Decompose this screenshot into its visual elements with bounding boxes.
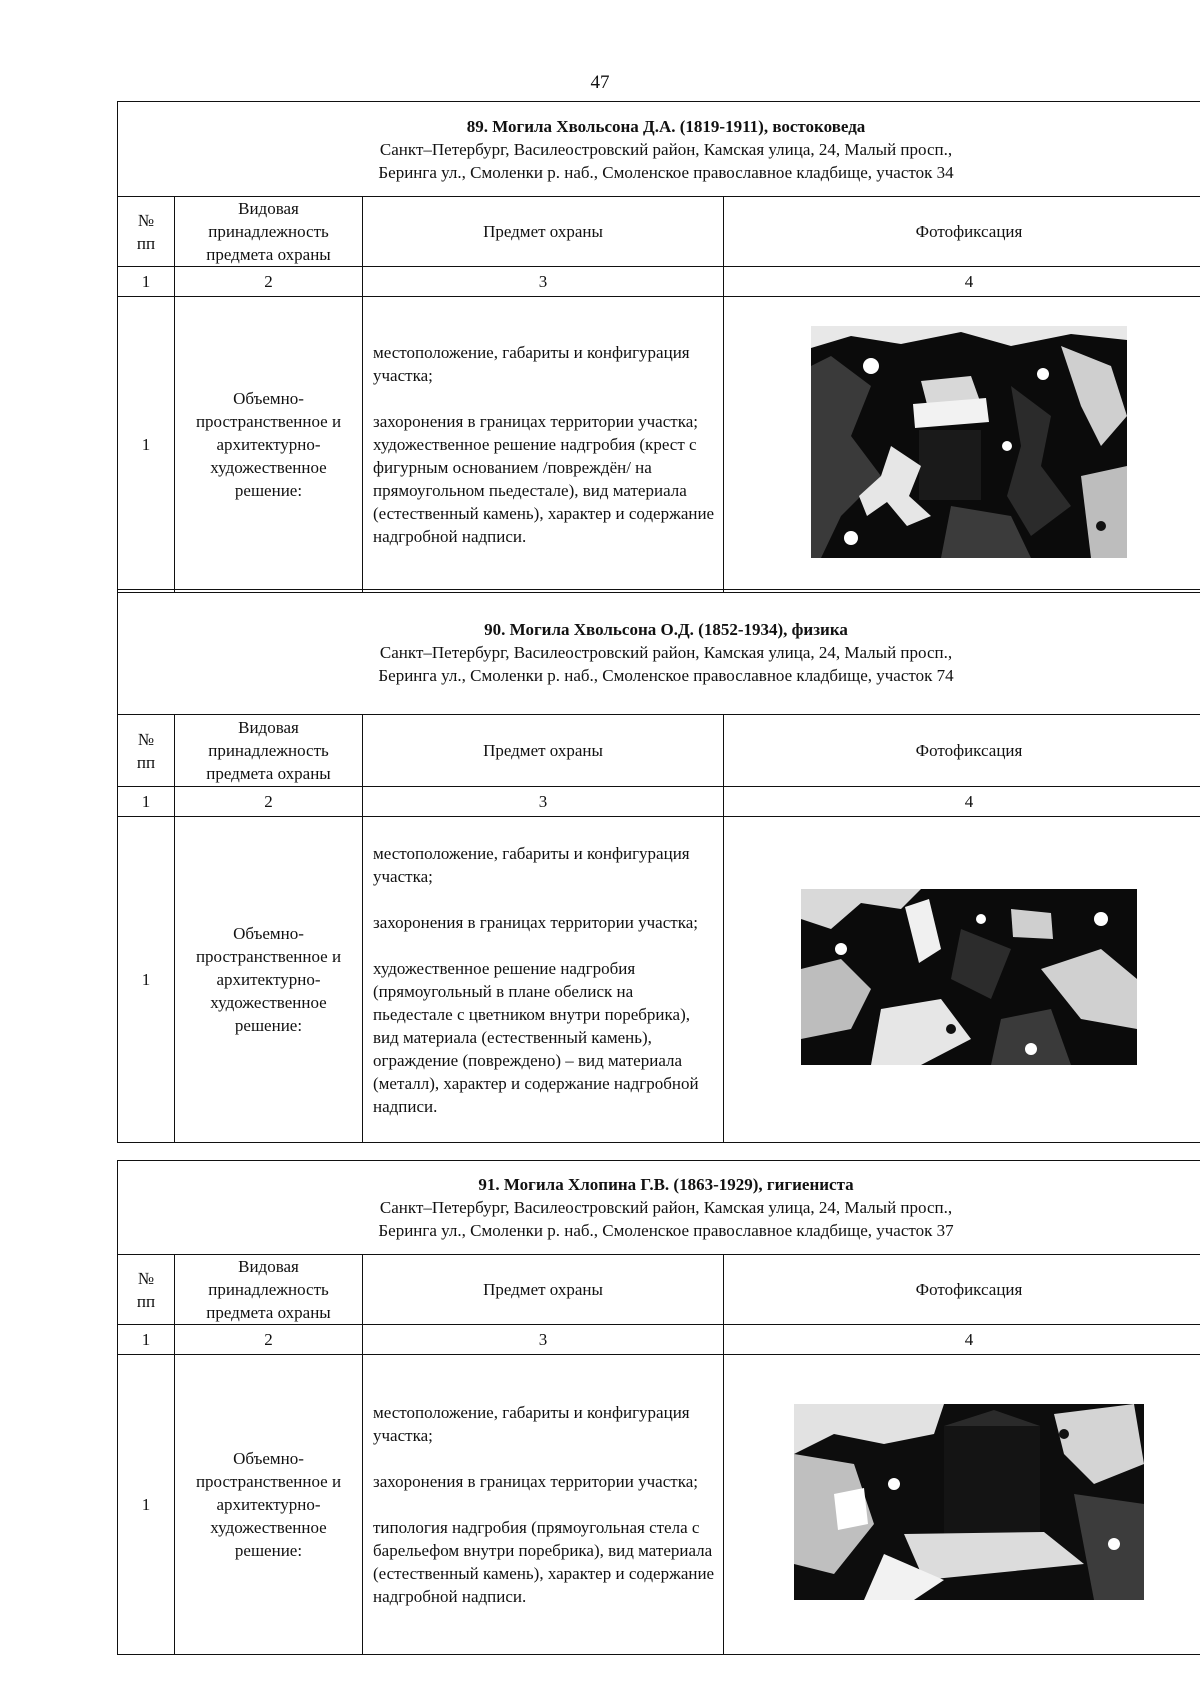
header-kind: Видовая принадлежность предмета охраны: [175, 715, 363, 787]
col-number-1: 1: [118, 787, 175, 817]
kind-cell: Объемно-пространственное и архитектурно-художественное решение:: [175, 297, 363, 593]
subject-item: захоронения в границах территории участка;: [373, 1472, 698, 1491]
row-number: 1: [118, 1355, 175, 1655]
grave-photo: [811, 326, 1127, 558]
section-heading: [118, 1161, 1200, 1255]
address-line-1: Санкт–Петербург, Василеостровский район, Камская улица, 24, Малый просп.,: [379, 1198, 953, 1217]
col-number-2: 2: [175, 1325, 363, 1355]
kind-cell: Объемно-пространственное и архитектурно-художественное решение:: [175, 1355, 363, 1655]
subject-cell: [363, 1355, 724, 1655]
row-number: 1: [118, 297, 175, 593]
address-line-2: Беринга ул., Смоленки р. наб., Смоленское православное кладбище, участок 34: [378, 162, 954, 182]
col-number-3: 3: [363, 267, 724, 297]
grave-title: 90. Могила Хвольсона О.Д. (1852-1934), физика: [484, 619, 848, 639]
subject-cell: [363, 297, 724, 593]
address-line-2: Беринга ул., Смоленки р. наб., Смоленское православное кладбище, участок 74: [378, 665, 954, 685]
subject-cell: [363, 817, 724, 1143]
photo-cell: [724, 297, 1200, 593]
col-number-1: 1: [118, 267, 175, 297]
col-number-3: 3: [363, 1325, 724, 1355]
col-number-4: 4: [724, 267, 1200, 297]
header-subject: Предмет охраны: [363, 715, 724, 787]
header-subject: Предмет охраны: [363, 197, 724, 267]
row-number: 1: [118, 817, 175, 1143]
subject-item: местоположение, габариты и конфигурация участка;: [373, 1403, 690, 1445]
subject-item: типология надгробия (прямоугольная стела с барельефом внутри поребрика), вид материала (естественный камень), характер и содержание надгробной надписи.: [373, 1518, 715, 1606]
header-subject: Предмет охраны: [363, 1255, 724, 1325]
grave-title: 91. Могила Хлопина Г.В. (1863-1929), гигиениста: [478, 1175, 854, 1194]
photo-cell: [724, 1355, 1200, 1655]
page-number: 47: [590, 72, 610, 93]
col-number-1: 1: [118, 1325, 175, 1355]
header-num: № пп: [118, 715, 175, 787]
subject-item: захоронения в границах территории участка;: [373, 912, 698, 932]
header-kind: Видовая принадлежность предмета охраны: [175, 197, 363, 267]
section-heading: [118, 102, 1200, 197]
address-line-2: Беринга ул., Смоленки р. наб., Смоленское православное кладбище, участок 37: [378, 1221, 954, 1240]
header-num: № пп: [118, 1255, 175, 1325]
col-number-4: 4: [724, 787, 1200, 817]
kind-cell: Объемно-пространственное и архитектурно-художественное решение:: [175, 817, 363, 1143]
subject-item: захоронения в границах территории участка;: [373, 412, 698, 431]
address-line-1: Санкт–Петербург, Василеостровский район, Камская улица, 24, Малый просп.,: [379, 642, 953, 662]
header-num: № пп: [118, 197, 175, 267]
subject-item: местоположение, габариты и конфигурация участка;: [373, 343, 690, 385]
header-kind: Видовая принадлежность предмета охраны: [175, 1255, 363, 1325]
heritage-table-90: [117, 589, 1200, 1143]
grave-title: 89. Могила Хвольсона Д.А. (1819-1911), востоковеда: [466, 116, 866, 136]
header-photo: Фотофиксация: [724, 1255, 1200, 1325]
section-heading: [118, 590, 1200, 715]
col-number-4: 4: [724, 1325, 1200, 1355]
subject-item: местоположение, габариты и конфигурация участка;: [373, 843, 690, 886]
header-photo: Фотофиксация: [724, 197, 1200, 267]
subject-item: художественное решение надгробия (крест с фигурным основанием /повреждён/ на прямоугольном пьедестале), вид материала (естественный камень), характер и содержание надгробной надписи.: [373, 435, 715, 546]
col-number-2: 2: [175, 267, 363, 297]
subject-item: художественное решение надгробия (прямоугольный в плане обелиск на пьедестале с цветником внутри поребрика), вид материала (естественный камень), ограждение (повреждено) – вид материала (металл), характер и содержание надгробной надписи.: [373, 958, 699, 1116]
address-line-1: Санкт–Петербург, Василеостровский район, Камская улица, 24, Малый просп.,: [379, 139, 953, 159]
heritage-table-91: [117, 1160, 1200, 1655]
grave-photo: [801, 889, 1137, 1065]
col-number-3: 3: [363, 787, 724, 817]
header-photo: Фотофиксация: [724, 715, 1200, 787]
photo-cell: [724, 817, 1200, 1143]
grave-photo: [794, 1404, 1144, 1600]
heritage-table-89: [117, 101, 1200, 593]
col-number-2: 2: [175, 787, 363, 817]
